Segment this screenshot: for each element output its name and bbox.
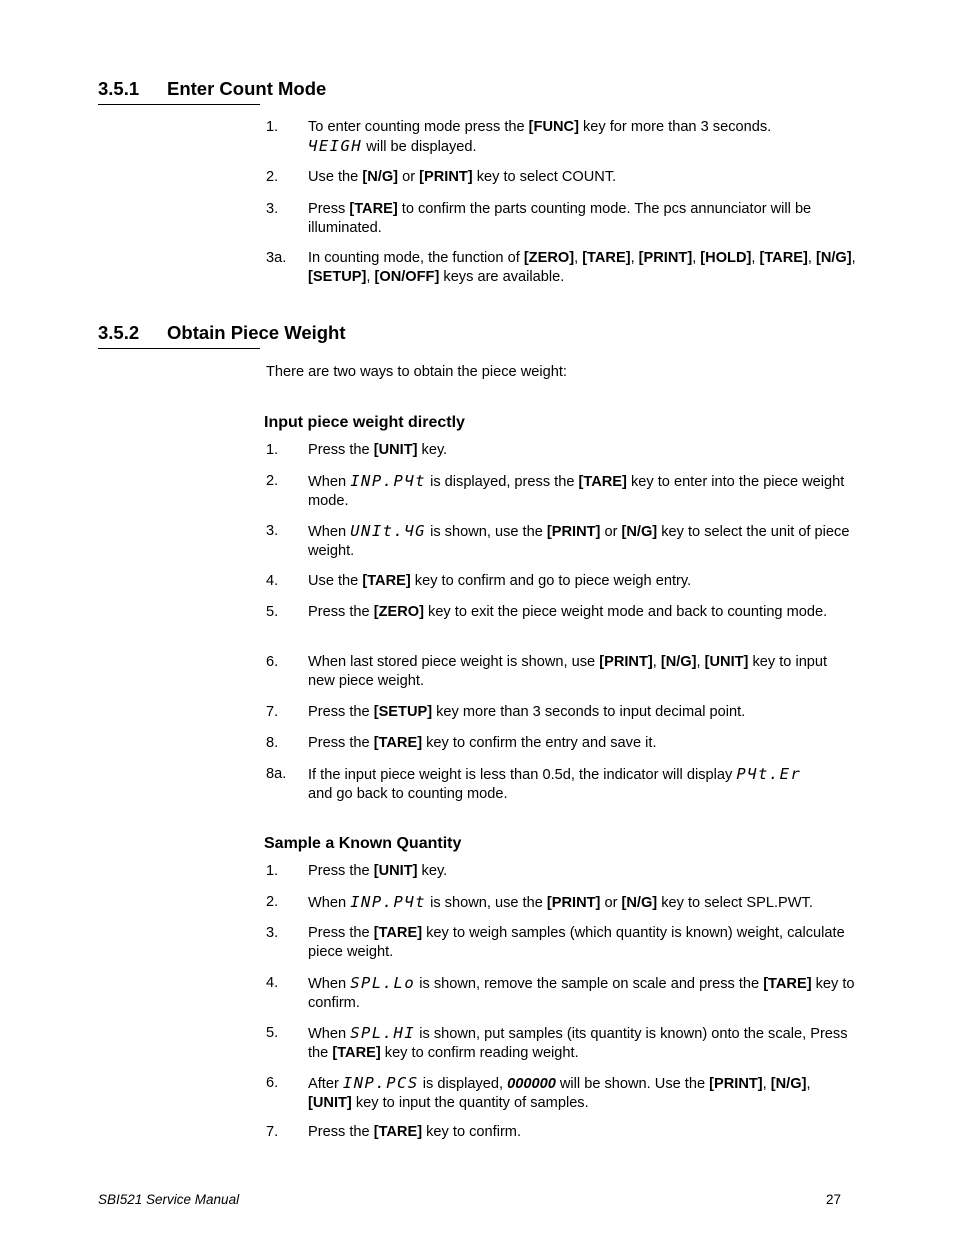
item-number: 8. <box>266 735 279 751</box>
item-text: key to weigh samples (which quantity is known) weight, calculate piece weight. <box>308 925 845 960</box>
separator: , <box>751 250 760 266</box>
list-item <box>266 1024 856 1062</box>
list-item <box>266 472 856 510</box>
item-text: key. <box>417 863 448 879</box>
separator: , <box>807 250 816 266</box>
lcd-display-text: INP.PЧt <box>350 472 427 490</box>
item-number: 2. <box>266 473 279 489</box>
lcd-display-text: ЧEIGH <box>308 136 363 155</box>
section-title <box>98 78 327 104</box>
item-text: key for more than 3 seconds. <box>578 119 772 135</box>
list-item <box>266 765 856 803</box>
item-text: key to input new piece weight. <box>308 654 828 689</box>
item-text: To enter counting mode press the <box>308 119 529 135</box>
item-number: 2. <box>266 169 279 185</box>
item-text: is shown, use the <box>426 895 547 911</box>
separator: , <box>652 654 661 670</box>
item-text: When last stored piece weight is shown, use <box>308 654 600 670</box>
item-text: or <box>600 524 622 540</box>
key-label: [TARE] <box>373 735 423 751</box>
item-text: key to confirm the entry and save it. <box>422 735 657 751</box>
item-number: 4. <box>266 975 279 991</box>
key-label: [UNIT] <box>373 442 418 458</box>
key-label: [TARE] <box>582 250 631 266</box>
item-number: 3. <box>266 201 279 217</box>
list-item <box>266 603 856 622</box>
item-text: key to enter into the piece weight mode. <box>308 474 845 509</box>
item-text: Press the <box>308 863 374 879</box>
section-title-text: Obtain Piece Weight <box>167 322 346 343</box>
list-item <box>266 862 856 881</box>
item-number: 1. <box>266 863 279 879</box>
list-item <box>266 1074 856 1112</box>
key-label: [TARE] <box>373 925 423 941</box>
subheading-sample-known-quantity: Sample a Known Quantity <box>264 835 462 852</box>
key-label: [TARE] <box>349 201 398 217</box>
lcd-display-text: SPL.Lo <box>350 974 416 992</box>
separator: , <box>574 250 583 266</box>
item-text: Press <box>308 201 350 217</box>
intro-paragraph: There are two ways to obtain the piece weight: <box>266 364 567 380</box>
list-item <box>266 441 856 460</box>
item-text: When <box>308 524 351 540</box>
item-text: key. <box>417 442 448 458</box>
key-label: [N/G] <box>770 1076 807 1092</box>
section-title-text: Enter Count Mode <box>167 78 327 99</box>
subheading-input-directly: Input piece weight directly <box>264 414 465 431</box>
default-quantity-value: 000000 <box>507 1076 556 1092</box>
key-label: [TARE] <box>578 474 627 490</box>
separator: , <box>692 250 701 266</box>
separator: , <box>366 268 375 285</box>
item-text: is shown, put samples (its quantity is known) onto the scale, Press the <box>308 1026 848 1061</box>
key-label: [PRINT] <box>546 524 601 540</box>
item-text: key to confirm. <box>308 976 855 1011</box>
item-number: 1. <box>266 119 279 135</box>
lcd-display-text: PЧt.Er <box>736 765 802 783</box>
section-heading-3-5-1 <box>98 78 327 105</box>
item-text: When <box>308 895 351 911</box>
item-text: Press the <box>308 442 374 458</box>
item-number: 2. <box>266 894 279 910</box>
key-label: [FUNC] <box>528 119 579 135</box>
list-item <box>266 893 856 913</box>
item-text: will be shown. Use the <box>555 1076 710 1092</box>
item-text: In counting mode, the function of <box>308 250 524 266</box>
key-label: [TARE] <box>332 1044 381 1061</box>
item-text: Press the <box>308 604 374 620</box>
item-text: Press the <box>308 925 374 941</box>
item-text: or <box>398 169 420 185</box>
key-label: [UNIT] <box>308 1094 352 1111</box>
item-text: is shown, use the <box>426 524 547 540</box>
section-number: 3.5.2 <box>98 322 140 343</box>
separator: , <box>696 654 705 670</box>
item-text: key to exit the piece weight mode and back to counting mode. <box>423 604 828 620</box>
key-label: [PRINT] <box>419 169 473 185</box>
item-text: Press the <box>308 735 374 751</box>
item-number: 6. <box>266 654 279 670</box>
key-label: [PRINT] <box>546 895 601 911</box>
list-item <box>266 168 856 187</box>
key-label: [TARE] <box>763 976 812 992</box>
key-label: [ZERO] <box>373 604 424 620</box>
item-text: is displayed, press the <box>426 474 579 490</box>
key-label: [TARE] <box>759 250 808 266</box>
footer-manual-title: SBI521 Service Manual <box>98 1192 240 1207</box>
item-number: 5. <box>266 604 279 620</box>
item-text: When <box>308 1026 351 1042</box>
item-text: to confirm the parts counting mode. The pcs annunciator will be illuminated. <box>308 201 812 236</box>
key-label: [TARE] <box>362 573 411 589</box>
section-title <box>98 322 346 348</box>
item-text: key to select SPL.PWT. <box>657 895 813 911</box>
key-label: [TARE] <box>373 1124 423 1140</box>
key-label: [ON/OFF] <box>374 268 440 285</box>
separator: , <box>851 250 856 266</box>
list-item <box>266 572 856 591</box>
item-text: When <box>308 976 351 992</box>
separator: , <box>630 250 639 266</box>
key-label: [N/G] <box>621 895 658 911</box>
key-label: [UNIT] <box>373 863 418 879</box>
key-label: [ZERO] <box>523 250 575 266</box>
item-text: keys are available. <box>439 268 565 285</box>
item-text: key to select COUNT. <box>472 169 617 185</box>
key-label: [N/G] <box>621 524 658 540</box>
key-label: [PRINT] <box>599 654 653 670</box>
lcd-display-text: UNIt.ЧG <box>350 522 427 540</box>
item-number: 7. <box>266 1124 279 1140</box>
item-text: will be displayed. <box>362 138 477 155</box>
item-number: 3. <box>266 523 279 539</box>
separator: , <box>762 1076 771 1092</box>
lcd-display-text: INP.PCS <box>342 1074 419 1092</box>
key-label: [PRINT] <box>638 250 693 266</box>
item-text: Use the <box>308 169 363 185</box>
lcd-display-text: INP.PЧt <box>350 893 427 911</box>
list-item <box>266 734 856 753</box>
key-label: [HOLD] <box>700 250 752 266</box>
item-number: 3. <box>266 925 279 941</box>
item-text: When <box>308 474 351 490</box>
item-text: Use the <box>308 573 363 589</box>
key-label: [N/G] <box>815 250 852 266</box>
list-item <box>266 1123 856 1142</box>
item-text: is shown, remove the sample on scale and press the <box>415 976 764 992</box>
list-item <box>266 200 856 237</box>
key-label: [PRINT] <box>709 1076 763 1092</box>
separator: , <box>806 1076 811 1092</box>
item-text: key to select the unit of piece weight. <box>308 524 850 559</box>
list-item <box>266 924 856 961</box>
item-number: 4. <box>266 573 279 589</box>
item-text: key to input the quantity of samples. <box>351 1094 589 1111</box>
item-text: is displayed, <box>418 1076 508 1092</box>
item-number: 8a. <box>266 766 287 782</box>
item-text: Press the <box>308 1124 374 1140</box>
list-item <box>266 653 856 690</box>
page-number: 27 <box>826 1192 842 1207</box>
list-item <box>266 703 856 722</box>
item-text: key more than 3 seconds to input decimal point. <box>432 704 746 720</box>
item-number: 1. <box>266 442 279 458</box>
item-text: key to confirm and go to piece weigh entry. <box>410 573 692 589</box>
item-text: key to confirm. <box>422 1124 522 1140</box>
item-text: key to confirm reading weight. <box>380 1044 579 1061</box>
key-label: [SETUP] <box>308 268 367 285</box>
item-number: 3a. <box>266 250 287 266</box>
section-heading-3-5-2 <box>98 322 346 349</box>
list-item <box>266 249 856 286</box>
key-label: [UNIT] <box>704 654 749 670</box>
item-number: 6. <box>266 1075 279 1091</box>
list-item <box>266 522 856 560</box>
item-text: After <box>308 1076 343 1092</box>
item-text: Press the <box>308 704 374 720</box>
key-label: [N/G] <box>362 169 399 185</box>
list-item <box>266 974 856 1012</box>
item-text: and go back to counting mode. <box>308 785 508 802</box>
key-label: [SETUP] <box>373 704 433 720</box>
section-number: 3.5.1 <box>98 78 140 99</box>
item-text: If the input piece weight is less than 0.5d, the indicator will display <box>308 767 737 783</box>
item-text: or <box>600 895 622 911</box>
item-number: 5. <box>266 1025 279 1041</box>
item-number: 7. <box>266 704 279 720</box>
lcd-display-text: SPL.HI <box>350 1024 416 1042</box>
list-item <box>266 118 856 156</box>
key-label: [N/G] <box>660 654 697 670</box>
